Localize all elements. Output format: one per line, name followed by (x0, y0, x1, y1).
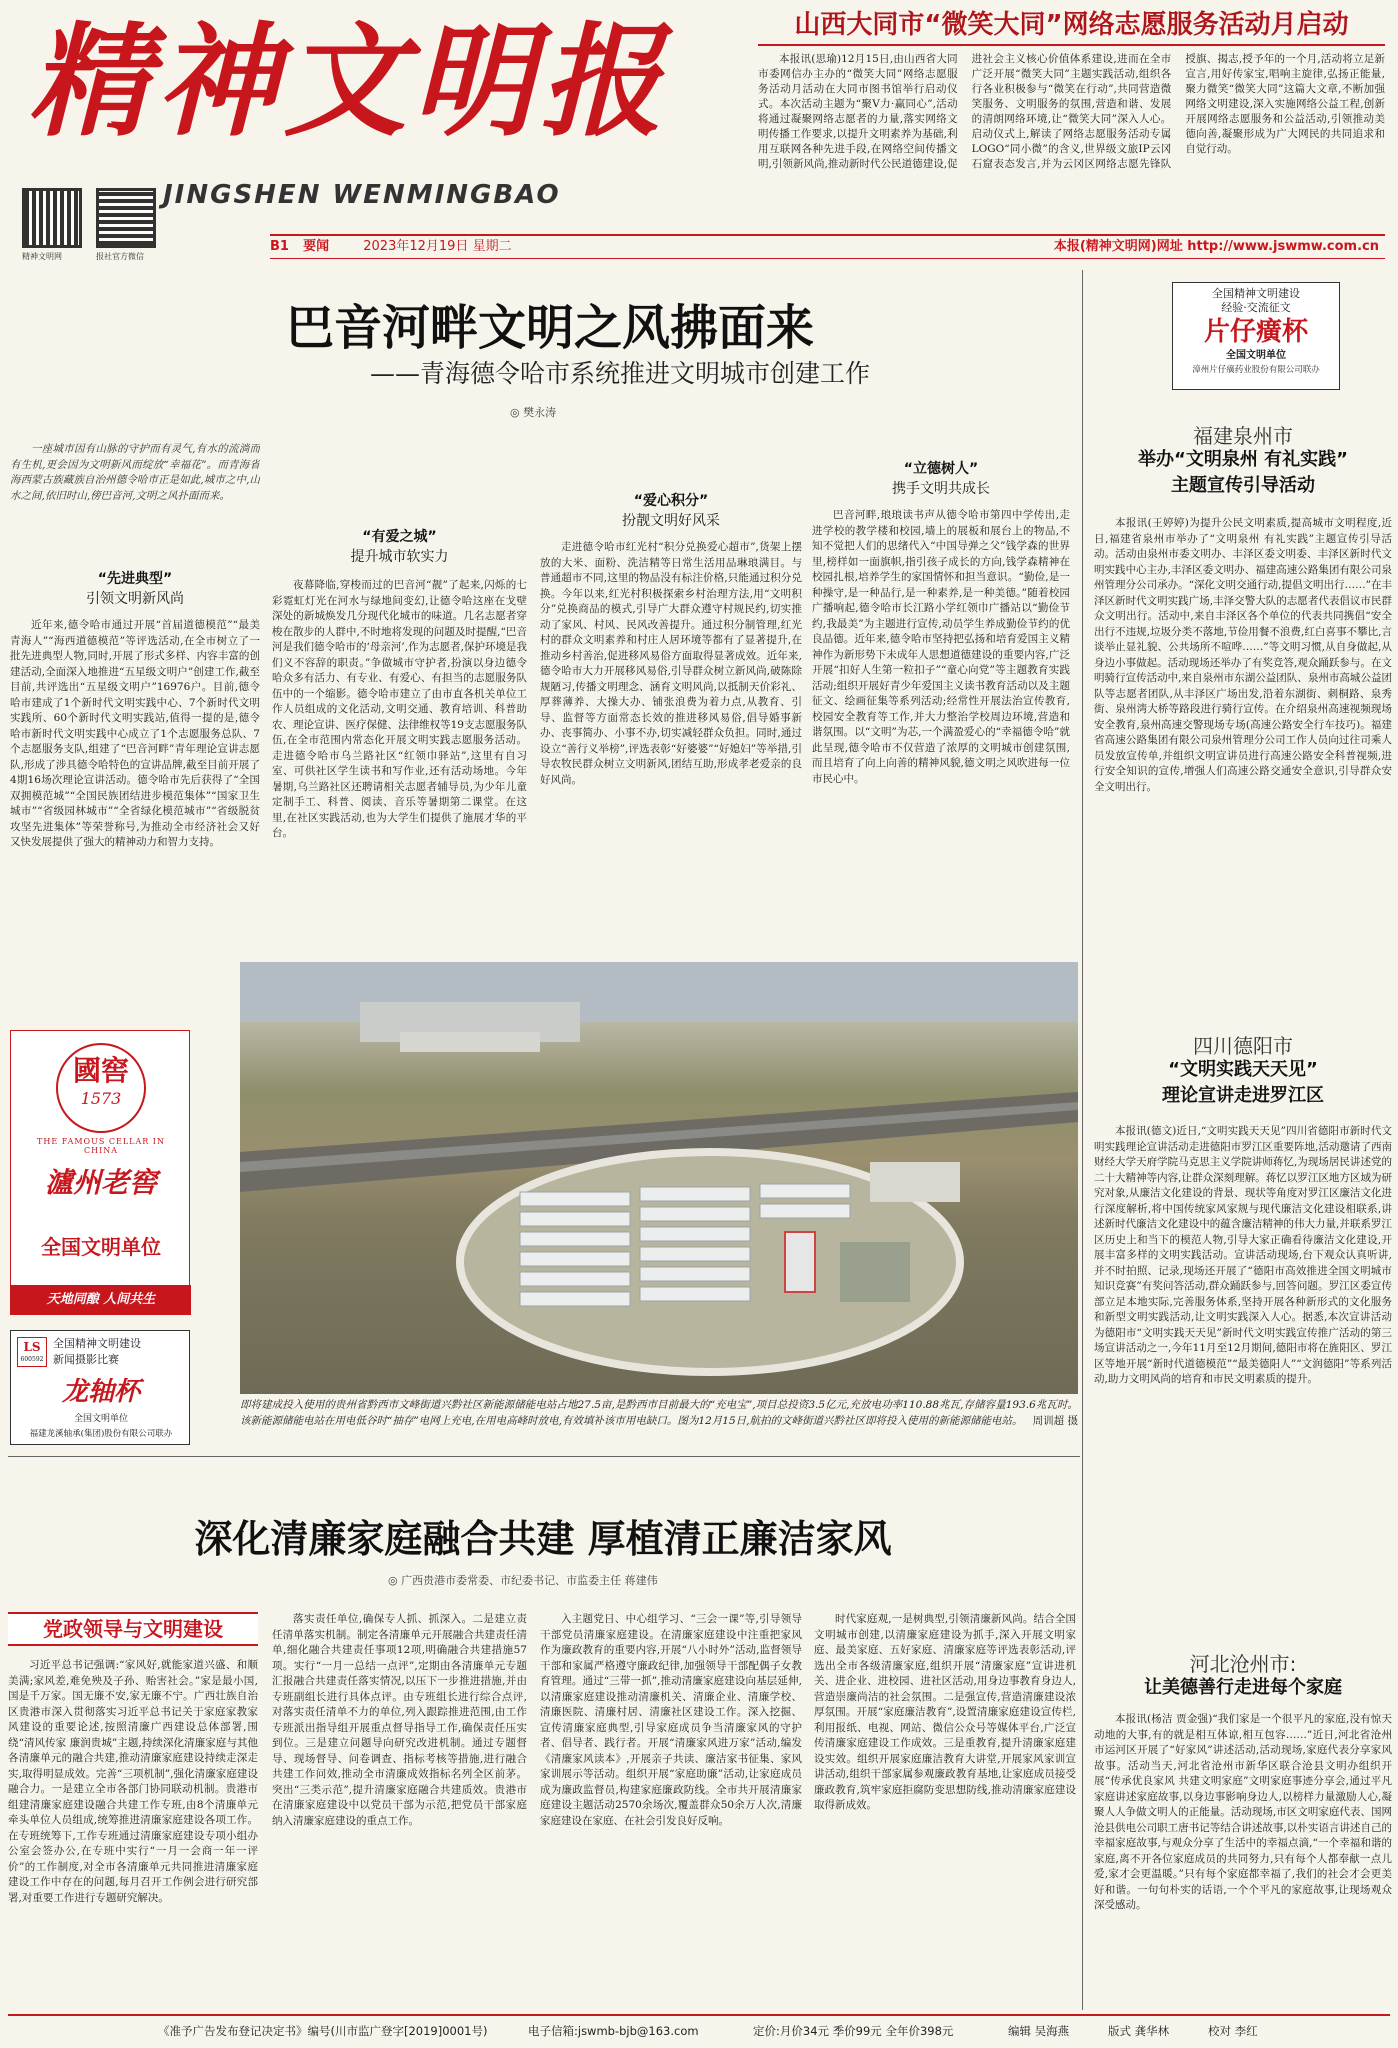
column-tag (8, 1612, 258, 1646)
section-subheading: 扮靓文明好风采 (622, 513, 720, 529)
badge-unit: 全国文明单位 (1226, 350, 1286, 361)
badge-line2: 经验·交流征文 (1221, 301, 1291, 314)
bottom-article-rule (8, 1456, 1080, 1457)
longzhou-line1: 全国精神文明建设 (53, 1337, 141, 1350)
main-author: ◎ 樊永涛 (510, 406, 557, 419)
footer (8, 2018, 1390, 2044)
section-heading: “先进典型” (97, 571, 173, 587)
qr-label-2: 报社官方微信 (96, 252, 144, 261)
photo-caption-text: 即将建成投入使用的贵州省黔西市文峰街道兴黔社区新能源储能电站占地27.5亩,是黔西市目前最大的“充电宝”,项目总投资3.5亿元,充放电功率110.88兆瓦,存储容量193.6兆瓦时。该新能源储能电站在用电低谷时“抽存”电网上充电,在用电高峰时放电,有效填补该市用电缺口。图为12月15日,航拍的文峰街道兴黔社区即将投入使用的新能源储能电站。 (240, 1399, 1078, 1427)
right-place: 福建泉州市 (1193, 424, 1293, 448)
right-story-text: 本报讯(德文)近日,“文明实践天天见”四川省德阳市新时代文明实践理论宣讲活动走进德阳市罗江区重要阵地,活动邀请了西南财经大学天府学院马克思主义学院讲师蒋忆,为现场居民讲述党的二十大精神等内容,让群众深刻理解。蒋忆以罗江区地方区域为研究对象,从廉洁文化建设的背景、现状等角度对罗江区廉洁文化进行深度解析,将中国传统家风家规与现代廉洁文化建设相联系,讲述新时代廉洁文化建设中的蕴含廉洁精神的伟大力量,并联系罗江区历史上和当下的模范人物,引导大家正确看待廉洁文化建设,开展丰富多样的文明实践活动。宣讲活动现场,台下观众认真听讲,并不时拍照、记录,现场还开展了“德阳市高效推进全国文明城市知识竞赛”有奖问答活动,群众踊跃参与,回答问题。罗江区委宣传部立足本地实际,完善服务体系,坚持开展各种新形式的文化服务和新型文明实践活动,让文明实践深入人心。据悉,本次宣讲活动为德阳市“文明实践天天见”新时代文明实践宣传推广活动的第三场宣讲活动之一,今年11月至12月期间,德阳市将在旌阳区、罗江区等地开展“新时代道德模范”“最美德阳人”“文润德阳”等系列活动,助力文明风尚的培育和市民文明素质的提升。 (1094, 1125, 1392, 1385)
bottom-col-2: 落实责任单位,确保专人抓、抓深入。二是建立责任清单落实机制。制定各清廉单元开展融合共建责任清单,细化融合共建责任事项12项,明确融合共建措施57项。实行“一月一总结一点评”,定期由各清廉单元专题汇报融合共建责任落实情况,以压下一步推进措施,并由专班副组长进行具体点评。由专班组长进行综合点评,对落实责任清单不力的单位,列入跟踪推进范围,由工作专班派出指导组开展重点督导指导工作,确保责任压实到位。三是建立问题导向研究改进机制。通过专题督导、现场督导、问卷调查、指标考核等措施,进行融合共建工作问效,推动全市清廉成效指标名列全区前茅。突出“三类示范”,提升清廉家庭融合共建质效。贵港市在清廉家庭建设中以党员干部为示范,把党员干部家庭纳入清廉家庭建设的重点工作。 (272, 1613, 527, 1827)
pianzaihuang-badge (1172, 282, 1340, 390)
footer-email: 电子信箱:jswmb-bjb@163.com (528, 2024, 699, 2038)
longzhou-ad (10, 1330, 190, 1445)
badge-company: 漳州片仔癀药业股份有限公司联办 (1192, 365, 1320, 375)
guojiao-number: 1573 (80, 1089, 122, 1108)
bottom-col-4: 时代家庭观,一是树典型,引领清廉新风尚。结合全国文明城市创建,以清廉家庭建设为抓手,深入开展文明家庭、最美家庭、五好家庭、清廉家庭等评选表彰活动,评选出全市各级清廉家庭,组织开展“清廉家庭”宣讲进机关、进企业、进校园、进社区活动,用身边事教育身边人,营造崇廉尚洁的社会氛围。二是强宣传,营造清廉建设浓厚氛围。开展“家庭廉洁教育”,设置清廉家庭建设宣传栏,利用报纸、电视、网站、微信公众号等媒体平台,广泛宣传清廉家庭建设工作成效。三是重教育,提升清廉家庭建设实效。组织开展家庭廉洁教育大讲堂,开展家风家训宣讲活动,组织干部家属参观廉政教育基地,让家庭成员接受廉政教育,筑牢家庭拒腐防变思想防线,推动清廉家庭建设取得新成效。 (814, 1613, 1076, 1811)
main-col-2 (272, 442, 527, 962)
right-story-cangzhou (1094, 1648, 1392, 2004)
section-subheading: 引领文明新风尚 (86, 591, 184, 607)
longzhou-code: 600592 (20, 1356, 44, 1363)
longzhou-name: 龙轴杯 (61, 1377, 140, 1407)
bottom-author: ◎ 广西贵港市委常委、市纪委书记、市监委主任 蒋建伟 (388, 1574, 658, 1587)
guojiao-slogan: 天地同酿 人间共生 (46, 1292, 156, 1307)
right-title-1: 举办“文明泉州 有礼实践” (1138, 449, 1348, 470)
main-col-3-text: 走进德令哈市红光村“积分兑换爱心超市”,货架上摆放的大米、面粉、洗洁精等日常生活用品琳琅满目。与普通超市不同,这里的物品没有标注价格,只能通过积分兑换。今年以来,红光村积极探索乡村治理方法,用“文明积分”兑换商品的模式,引导广大群众遵守村规民约,切实推动了家风、村风、民风改善提升。通过积分制管理,红光村的群众文明素养和村庄人居环境等都有了显著提升,在推动乡村善治,促进移风易俗方面取得显著成效。近年来,德令哈市大力开展移风易俗,引导群众树立新风尚,破陈除规陋习,传播文明理念、涵育文明风尚,以抵制天价彩礼、厚葬薄养、大操大办、铺张浪费为着力点,从教育、引导、监督等方面常态长效的推进移风易俗,倡导婚事新办、丧事简办、小事不办,切实减轻群众负担。同时,通过设立“善行义举榜”,评选表彰“好婆婆”“好媳妇”等举措,引导农牧民群众树立文明新风,团结互助,形成孝老爱亲的良好风尚。 (540, 541, 802, 786)
main-title: 巴音河畔文明之风拂面来 (285, 300, 814, 356)
top-story-title: 山西大同市“微笑大同”网络志愿服务活动月启动 (794, 10, 1349, 40)
guojiao-brand: 瀘州老窖 (44, 1166, 157, 1199)
main-col-1 (10, 442, 260, 962)
longzhou-logo (17, 1337, 47, 1367)
right-title-1: 让美德善行走进每个家庭 (1144, 1677, 1342, 1698)
column-tag-text: 党政领导与文明建设 (43, 1617, 223, 1641)
issue-date: 2023年12月19日 星期二 (363, 239, 512, 254)
main-col-4 (812, 442, 1070, 962)
right-story-text: 本报讯(杨洁 贾金强)“我们家是一个很平凡的家庭,没有惊天动地的大事,有的就是相互体谅,相互包容……”近日,河北省沧州市运河区开展了“好家风”讲述活动,活动现场,家庭代表分享家风故事。活动当天,河北省沧州市新华区联合沧县文明办组织开展“传承优良家风 共建文明家庭”文明家庭事迹分享会,通过平凡家庭讲述家庭故事,以身边事影响身边人,以榜样力量激励人心,凝聚人人争做文明人的正能量。活动现场,市区文明家庭代表、国网沧县供电公司职工唐书记等结合讲述故事,以朴实语言讲述自己的幸福家庭故事,与观众分享了生活中的幸福点滴,“一个幸福和谐的家庭,离不开各位家庭成员的共同努力,只有每个人都奉献一点儿爱,家才会更温暖。”只有每个家庭都幸福了,我们的社会才会更美好和谐。一句句朴实的话语,一个个平凡的家庭故事,让现场观众深受感动。 (1094, 1713, 1392, 1911)
bottom-title: 深化清廉家庭融合共建 厚植清正廉洁家风 (194, 1517, 892, 1561)
header-rule (270, 258, 1385, 259)
badge-name: 片仔癀杯 (1203, 317, 1308, 347)
section-subheading: 携手文明共成长 (892, 481, 990, 497)
footer-layout: 版式 龚华林 (1108, 2024, 1170, 2038)
right-place: 河北沧州市: (1189, 1652, 1297, 1676)
guojiao-slogan-bar (11, 1285, 191, 1315)
section-name: 要闻 (303, 239, 330, 254)
main-col-1-text: 近年来,德令哈市通过开展“首届道德模范”“最美青海人”“海西道德模范”等评选活动,在全市树立了一批先进典型人物,同时,开展了形式多样、内容丰富的创建活动,全面深入地推进“五星级文明户”创建工作,截至目前,共评选出“五星级文明户”16976户。目前,德令哈市建成了1个新时代文明实践中心、7个新时代文明实践所、60个新时代文明实践站,值得一提的是,德令哈市新时代文明实践中心成立了1个志愿服务总队、7个志愿服务支队,组建了“巴音河畔”青年理论宣讲志愿队,形成了涉具德令哈特色的宣讲品牌,截至目前开展了4期16场次理论宣讲活动。德令哈市先后获得了“全国双拥模范城”“全国民族团结进步模范集体”“国家卫生城市”“省级园林城市”“全省绿化模范城市”“省级脱贫攻坚先进集体”等荣誉称号,为推动全市经济社会又好又快发展提供了强大的精神动力和智力支持。 (10, 619, 260, 848)
longzhou-company: 福建龙溪轴承(集团)股份有限公司联办 (29, 1429, 173, 1439)
qr-code-icon (22, 188, 82, 248)
section-heading: “立德树人” (903, 461, 979, 477)
bottom-col-3: 入主题党日、中心组学习、“三会一课”等,引导领导干部党员清廉家庭建设。在清廉家庭建设中注重把家风作为廉政教育的重要内容,开展“八小时外”活动,监督领导干部和家属严格遵守廉政纪律,加强领导干部配偶子女教育管理。通过“三带一抓”,推动清廉家庭建设向基层延伸,以清廉家庭建设推动清廉机关、清廉企业、清廉学校、清廉医院、清廉村居、清廉社区建设工作。深入挖掘、宣传清廉家庭典型,引导家庭成员争当清廉家风的守护者、倡导者、践行者。开展“清廉家风进万家”活动,编发《清廉家风读本》,开展亲子共读、廉洁家书征集、家风家训展示等活动。组织开展“家庭助廉”活动,让家庭成员成为廉政监督员,构建家庭廉政防线。全市共开展清廉家庭建设主题活动2570余场次,覆盖群众50余万人次,清廉家庭建设在家庭、在社会引发良好反响。 (540, 1613, 802, 1827)
footer-editor: 编辑 吴海燕 (1008, 2024, 1070, 2038)
guojiao-seal-text: 國窖 (72, 1054, 129, 1087)
longzhou-logo-text: LS (23, 1340, 41, 1354)
date-bar (270, 236, 1385, 258)
main-col-4-text: 巴音河畔,琅琅读书声从德令哈市第四中学传出,走进学校的教学楼和校园,墙上的展板和展台上的物品,不知不觉把人们的思绪代入“中国导弹之父”钱学森的世界里,榜样如一面旗帜,指引孩子成长的方向,钱学森精神在校园扎根,培养学生的家国情怀和担当意识。“勤俭,是一种操守,是一种品行,是一种素养,是一种美德。”随着校园广播响起,德令哈市长江路小学红领巾广播站以“勤俭节约,我最美”为主题进行宣传,动员学生养成勤俭节约的优良品德。近年来,德令哈市坚持把弘扬和培育爱国主义精神作为新形势下未成年人思想道德建设的重要内容,广泛开展“扣好人生第一粒扣子”“童心向党”等主题教育实践活动;组织开展好青少年爱国主义读书教育活动以及主题征文、绘画征集等系列活动;经常性开展法治宣传教育,校园安全教育等工作,并大力整治学校周边环境,营造和谐氛围。以“文明”为芯,一个满盈爱心的“幸福德令哈”就此呈现,德令哈市不仅营造了浓厚的文明城市创建氛围,而且培育了向上向善的精神风貌,德文明之风吹进每一位市民心中。 (812, 509, 1070, 785)
main-col-3 (540, 442, 802, 962)
right-title-2: 理论宣讲走进罗江区 (1162, 1085, 1324, 1106)
bottom-article (8, 1462, 1080, 2010)
right-story-deyang (1094, 1030, 1392, 1630)
photo-caption (240, 1398, 1078, 1446)
masthead-pinyin: JINGSHEN WENMINGBAO (163, 180, 561, 210)
longzhou-unit: 全国文明单位 (73, 1414, 128, 1424)
footer-rule (8, 2014, 1390, 2016)
page-number: B1 (270, 239, 289, 254)
right-divider (1082, 270, 1083, 2010)
masthead-title: 精神文明报 (28, 9, 668, 153)
right-story-text: 本报讯(王婷婷)为提升公民文明素质,提高城市文明程度,近日,福建省泉州市举办了“文明泉州 有礼实践”主题宣传引导活动。活动由泉州市委文明办、丰泽区委文明委、丰泽区新时代文明实践中心主办,丰泽区委文明办、福建高速公路集团有限公司泉州管理分公司承办。“深化文明交通行动,提倡文明出行……”在丰泽区新时代文明实践广场,丰泽交警大队的志愿者代表倡议市民群众文明出行。活动中,来自丰泽区各个单位的代表共同携倡“安全出行不违规,垃圾分类不落地,节俭用餐不浪费,红白喜事不攀比,言谈举止显礼貌、公共场所不喧哗……”等文明习惯,从自身做起,从身边小事做起。活动现场还举办了有奖竞答,观众踊跃参与。在文明骑行宣传活动中,来自泉州市东湖公益团队、泉州市高城公益团队等志愿者团队,从丰泽区广场出发,沿着东湖街、刺桐路、泉秀街、泉州湾大桥等路段进行骑行宣传。在介绍泉州高速视频现场安全教育,泉州高速交警现场专场(高速公路安全行车技巧)。福建省高速公路集团有限公司泉州管理分公司工作人员向过往司乘人员发放宣传单,并组织文明宣讲员进行高速公路安全科普视频,进行安全知识的宣传,增强人们高速公路交通安全意识,引导群众安全文明出行。 (1094, 517, 1392, 793)
guojiao-ad (10, 1030, 190, 1315)
section-subheading: 提升城市软实力 (350, 549, 449, 565)
main-lead: 一座城市因有山脉的守护而有灵气,有水的流淌而有生机,更会因为文明新风而绽放“幸福花”。而青海省海西蒙古族藏族自治州德令哈市正是如此,城市之中,山水之间,依旧时山,傍巴音河,文明之风扑面而来。 (10, 443, 260, 502)
top-story (758, 6, 1385, 232)
news-photo (240, 962, 1078, 1394)
right-title-1: “文明实践天天见” (1168, 1059, 1318, 1080)
longzhou-line2: 新闻摄影比赛 (53, 1353, 119, 1366)
footer-license: 《准予广告发布登记决定书》编号(川市监广登字[2019]0001号) (158, 2024, 488, 2038)
footer-price: 定价:月价34元 季价99元 全年价398元 (753, 2024, 954, 2038)
section-heading: “有爱之城” (362, 529, 437, 545)
top-story-rule (758, 44, 1385, 46)
right-story-quanzhou (1094, 420, 1392, 1010)
right-title-2: 主题宣传引导活动 (1171, 475, 1315, 496)
energy-storage-station-illustration (240, 962, 1078, 1394)
right-place: 四川德阳市 (1193, 1034, 1293, 1058)
photo-credit: 周训超 摄 (1032, 1414, 1078, 1427)
site-url: 本报(精神文明网)网址 http://www.jswmw.com.cn (1053, 239, 1379, 254)
guojiao-unit: 全国文明单位 (41, 1235, 161, 1259)
qr-label-1: 精神文明网 (22, 252, 62, 261)
qr-code-icon (96, 188, 156, 248)
footer-proof: 校对 李红 (1208, 2024, 1258, 2038)
section-heading: “爱心积分” (633, 493, 709, 509)
main-subtitle: ——青海德令哈市系统推进文明城市创建工作 (370, 359, 871, 388)
main-col-2-text: 夜幕降临,穿梭而过的巴音河“靓”了起来,闪烁的七彩霓虹灯光在河水与绿地间变幻,让德令哈这座在戈壁深处的新城焕发几分现代化城市的味道。几名志愿者穿梭在散步的人群中,不时地将发现的问题及时提醒,“巴音河是我们德令哈市的‘母亲河’,作为志愿者,保护环境是我们义不容辞的职责。”争做城市守护者,扮演以身边德令哈众多有活力、有专业、有爱心、有担当的志愿服务队伍中的一个缩影。德令哈市建立了由市直各机关单位工作人员组成的文化活动,文明交通、教育培训、科普助农、理论宣讲、医疗保健、法律维权等19支志愿服务队伍,在全市范围内常态化开展文明实践志愿服务活动。走进德令哈市乌兰路社区“红领巾驿站”,这里有自习室、可供社区学生读书和写作业,还有活动场地。今年暑期,乌兰路社区还聘请相关志愿者辅导员,为少年儿童定制手工、科普、阅读、音乐等暑期第二课堂。在这里,在社区实践活动,也为大学生们提供了施展才华的平台。 (272, 579, 527, 839)
guojiao-ring-text: THE FAMOUS CELLAR IN CHINA (37, 1137, 165, 1155)
bottom-col-1: 习近平总书记强调:“家风好,就能家道兴盛、和顺美满;家风差,难免殃及子孙、贻害社会。”家是最小国,国是千万家。国无廉不安,家无廉不宁。广西壮族自治区贵港市深入贯彻落实习近平总书记关于家庭家教家风建设的重要论述,按照清廉广西建设总体部署,围绕“清风传家 廉润贵城”主题,持续深化清廉家庭与其他各清廉单元的融合共建,推动清廉家庭建设持续走深走实,取得明显成效。完善“三项机制”,强化清廉家庭建设融合力。一是建立全市各部门协同联动机制。贵港市组建清廉家庭建设融合共建工作专班,由8个清廉单元牵头单位人员组成,统筹推进清廉家庭建设各项工作。在专班统筹下,工作专班通过清廉家庭建设专项小组办公室会签办公,在专班中实行“一月一会商一年一评价”的工作制度,对全市各清廉单元共同推进清廉家庭建设工作中存在的问题,每月召开工作例会进行研究部署,对重要工作进行专题研究解决。 (8, 1659, 258, 1904)
top-story-text: 本报讯(思瑜)12月15日,由山西省大同市委网信办主办的“微笑大同”网络志愿服务活动月活动在大同市图书馆举行启动仪式。本次活动主题为“聚V力·赢同心”,活动将通过凝聚网络志愿者的力量,落实网络文明传播工作要求,以提升文明素养为基础,利用互联网各种先进手段,在网络空间传播文明,引领新风尚,推动新时代公民道德建设,促进社会主义核心价值体系建设,进而在全市广泛开展“微笑大同”主题实践活动,组织各行各业积极参与“微笑在行动”,共同营造微笑服务、文明服务的氛围,营造和谐、发展的清朗网络环境,让“微笑大同”深入人心。启动仪式上,解读了网络志愿服务活动专属LOGO“同小微”的含义,世界级文旅IP云冈石窟表态发言,并为云冈区网络志愿先锋队授旗、揭志,授予年的一个月,活动将立足新宣言,用好传家宝,唱响主旋律,弘扬正能量,聚力微笑“微笑大同”这篇大文章,不断加强网络文明建设,深入实施网络公益工程,创新开展网络志愿服务和公益活动,引领推动美德向善,凝聚形成为广大网民的共同追求和自觉行动。 (758, 53, 1385, 170)
badge-line1: 全国精神文明建设 (1212, 287, 1300, 300)
